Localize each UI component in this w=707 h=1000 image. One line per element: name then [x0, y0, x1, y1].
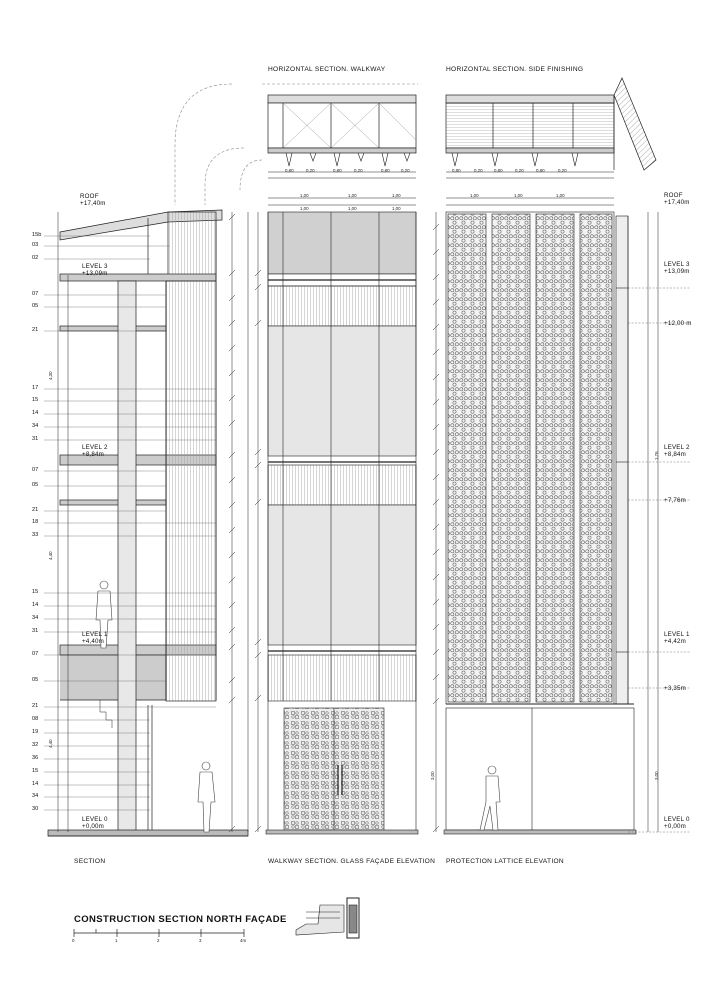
detail-code: 08	[32, 716, 39, 722]
level-right-0-name: LEVEL 0	[664, 816, 690, 823]
key-plan	[296, 898, 359, 938]
level-right-2-name: LEVEL 2	[664, 444, 690, 451]
elev-dim: 1,00	[348, 206, 357, 211]
detail-code: 21	[32, 327, 39, 333]
elev-dim: 1,00	[392, 206, 401, 211]
title-walkway-glass: WALKWAY SECTION. GLASS FAÇADE ELEVATION	[268, 858, 436, 865]
level-left-roof-value: +17,40m	[80, 200, 106, 207]
detail-code: 14	[32, 410, 39, 416]
detail-code: 17	[32, 385, 39, 391]
detail-code: 33	[32, 532, 39, 538]
detail-code: 07	[32, 291, 39, 297]
level-left-0-value: +0,00m	[82, 823, 105, 830]
section-dim-vertical: 4,40	[48, 739, 53, 748]
section-dim-vertical: 4,40	[48, 551, 53, 560]
level-right-335-value: +3,35m	[664, 685, 687, 692]
plan-dim: 1,00	[392, 193, 401, 198]
detail-code: 31	[32, 436, 39, 442]
plan-dim: 0,20	[558, 168, 567, 173]
detail-code: 14	[32, 602, 39, 608]
detail-code: 21	[32, 507, 39, 513]
lattice-elevation	[433, 198, 690, 834]
level-right-3-name: LEVEL 3	[664, 261, 690, 268]
plan-dim: 0,80	[494, 168, 503, 173]
plan-dim: 1,00	[470, 193, 479, 198]
level-right-1-value: +4,42m	[664, 638, 687, 645]
level-right-roof-name: ROOF	[664, 192, 683, 199]
detail-code: 05	[32, 482, 39, 488]
detail-code: 18	[32, 519, 39, 525]
plan-dim: 1,00	[514, 193, 523, 198]
plan-dim: 0,80	[285, 168, 294, 173]
drawing-title: CONSTRUCTION SECTION NORTH FAÇADE	[74, 914, 287, 925]
elev-dim: 1,00	[300, 206, 309, 211]
plan-side	[446, 78, 656, 178]
level-left-2-name: LEVEL 2	[82, 444, 108, 451]
title-horizontal-side: HORIZONTAL SECTION. SIDE FINISHING	[446, 66, 584, 73]
plan-dim: 1,00	[300, 193, 309, 198]
detail-code: 21	[32, 703, 39, 709]
glass-facade-elevation	[248, 198, 418, 834]
level-left-roof-name: ROOF	[80, 193, 99, 200]
level-left-3-name: LEVEL 3	[82, 263, 108, 270]
detail-code: 32	[32, 742, 39, 748]
detail-code: 34	[32, 615, 39, 621]
section-drawing	[44, 210, 248, 836]
level-right-12-value: +12,00 m	[664, 320, 692, 327]
plan-dim: 0,80	[333, 168, 342, 173]
detail-code: 31	[32, 628, 39, 634]
plan-dim: 0,20	[401, 168, 410, 173]
scale-label-1: 1	[115, 938, 118, 943]
title-lattice: PROTECTION LATTICE ELEVATION	[446, 858, 564, 865]
detail-code: 14	[32, 781, 39, 787]
level-left-3-value: +13,09m	[82, 270, 108, 277]
scale-label-0: 0	[72, 938, 75, 943]
detail-code: 19	[32, 729, 39, 735]
side-dim-vertical: 3,00	[430, 771, 435, 780]
plan-dim: 0,20	[306, 168, 315, 173]
level-right-776-value: +7,76m	[664, 497, 687, 504]
scale-label-2: 2	[157, 938, 160, 943]
plan-dim: 0,80	[536, 168, 545, 173]
level-left-2-value: +8,84m	[82, 451, 105, 458]
detail-code: 36	[32, 755, 39, 761]
plan-walkway	[268, 95, 416, 178]
detail-code: 30	[32, 806, 39, 812]
level-left-1-name: LEVEL 1	[82, 631, 108, 638]
detail-code: 15	[32, 397, 39, 403]
detail-code: 02	[32, 255, 39, 261]
side-dim-vertical: 1,76	[654, 451, 659, 460]
plan-dim: 1,00	[348, 193, 357, 198]
title-section: SECTION	[74, 858, 106, 865]
detail-code: 15	[32, 768, 39, 774]
detail-code: 15b	[32, 232, 42, 238]
plan-dim: 1,00	[556, 193, 565, 198]
title-horizontal-walkway: HORIZONTAL SECTION. WALKWAY	[268, 66, 386, 73]
level-left-0-name: LEVEL 0	[82, 816, 108, 823]
detail-code: 34	[32, 793, 39, 799]
plan-dim: 0,80	[452, 168, 461, 173]
side-dim-vertical: 3,00	[654, 771, 659, 780]
level-right-1-name: LEVEL 1	[664, 631, 690, 638]
scale-bar	[74, 929, 244, 937]
plan-dim: 0,20	[515, 168, 524, 173]
level-right-3-value: +13,09m	[664, 268, 690, 275]
detail-code: 07	[32, 467, 39, 473]
plan-dim: 0,80	[381, 168, 390, 173]
detail-code: 05	[32, 677, 39, 683]
scale-label-3: 3	[199, 938, 202, 943]
level-right-2-value: +8,84m	[664, 451, 687, 458]
plan-dim: 0,20	[474, 168, 483, 173]
detail-code: 03	[32, 242, 39, 248]
detail-code: 07	[32, 651, 39, 657]
level-right-0-value: +0,00m	[664, 823, 687, 830]
level-left-1-value: +4,40m	[82, 638, 105, 645]
level-right-roof-value: +17,40m	[664, 199, 690, 206]
detail-code: 34	[32, 423, 39, 429]
plan-dim: 0,20	[354, 168, 363, 173]
scale-label-4: 4m	[240, 938, 247, 943]
detail-code: 15	[32, 589, 39, 595]
detail-code: 05	[32, 303, 39, 309]
section-dim-vertical: 4,30	[48, 371, 53, 380]
